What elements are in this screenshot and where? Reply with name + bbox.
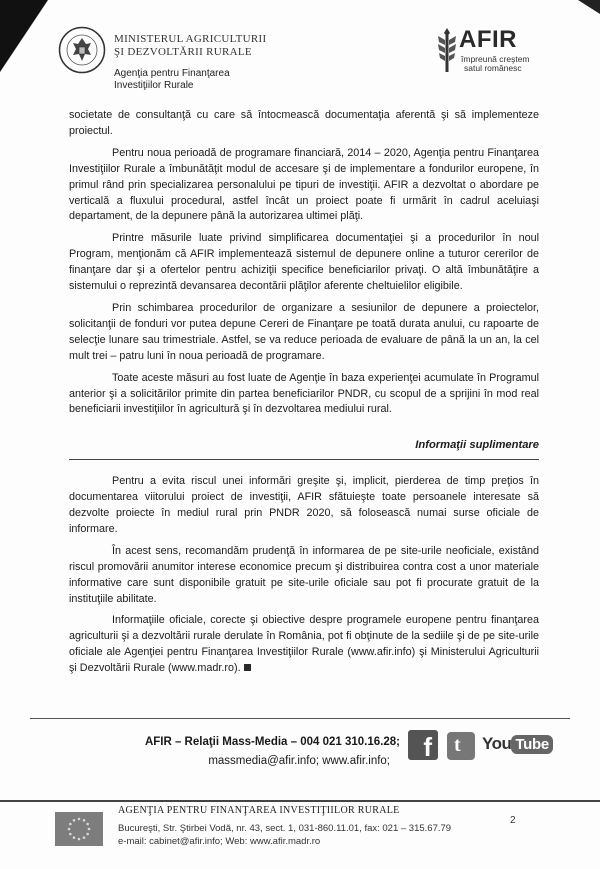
paragraph: Pentru a evita riscul unei informări greşite şi, implicit, pierderea de timp preţios în documentarea viitorului proiect de investiţii, AFIR sfătuieşte toate persoanele interesate să dezvolte proiecte în mediul rural prin PNDR 2020, să folosească numai surse oficiale de informare.	[69, 475, 539, 535]
afir-logo-tagline	[461, 55, 530, 73]
eu-star-icon	[69, 833, 72, 836]
paragraph: Pentru noua perioadă de programare financiară, 2014 – 2020, Agenţia pentru Finanţarea Investiţiilor Rurale a îmbunătăţit modul de accesare şi de implementare a fondurilor europene, în primul rând prin specializarea personalului pe tipuri de investiţii. AFIR a dezvoltat o abordare pe verticală a fluxului procedural, astfel încât un proiect poate fi urmărit în cadrul aceluiaşi departament, de la depunere până la autorizarea ultimei plăţi.	[69, 146, 539, 223]
twitter-glyph: t	[454, 734, 461, 756]
eu-star-icon	[69, 823, 72, 826]
document-body	[69, 108, 539, 677]
ministry-line-1: MINISTERUL AGRICULTURII	[114, 33, 267, 45]
afir-logo-name: AFIR	[459, 26, 517, 53]
eu-star-icon	[88, 828, 91, 831]
youtube-icon[interactable]	[482, 734, 553, 758]
afir-tagline-2: satul românesc	[464, 63, 522, 73]
footer-address	[118, 822, 518, 848]
agency-name	[114, 68, 230, 92]
eu-star-icon	[78, 818, 81, 821]
eu-star-icon	[86, 833, 89, 836]
paragraph: societate de consultanţă cu care să întocmească documentaţia aferentă şi să implementeze proiectul.	[69, 109, 539, 137]
letterhead	[0, 0, 600, 110]
footer-divider	[0, 800, 600, 802]
footer-address-line-1: Bucureşti, Str. Ştirbei Vodă, nr. 43, sect. 1, 031-860.11.01, fax: 021 – 315.67.79	[118, 823, 452, 834]
facebook-glyph: f	[423, 732, 432, 762]
youtube-you: You	[482, 734, 512, 753]
paragraph	[69, 613, 539, 677]
paragraph: Prin schimbarea procedurilor de organizare a sesiunilor de depunere a proiectelor, solicitanţii de fonduri vor putea depune Cereri de Finanţare pe toată durata anului, cu rapoarte de selecţie lunare sau trimestriale. Astfel, se va reduce perioada de evaluare de până la un an, la cel mult trei – patru luni în noua perioadă de programare.	[69, 301, 539, 362]
youtube-tube: Tube	[511, 735, 553, 754]
contact-divider	[30, 718, 570, 719]
eu-star-icon	[68, 828, 71, 831]
facebook-icon[interactable]	[408, 730, 438, 760]
afir-logo	[437, 26, 547, 82]
footer-agency-name: AGENŢIA PENTRU FINANŢAREA INVESTIŢIILOR RURALE	[118, 805, 400, 816]
paragraph: Toate aceste măsuri au fost luate de Agenţie în baza experienţei acumulate în Programul anterior şi a solicitărilor primite din partea beneficiarilor PNDR, cu scopul de a sprijini în mod real beneficiarii investiţiilor în agricultură şi în dezvoltarea mediului rural.	[69, 371, 539, 416]
eu-star-icon	[73, 836, 76, 839]
page-number: 2	[510, 815, 516, 826]
agency-line-2: Investiţiilor Rurale	[114, 80, 194, 91]
eu-star-icon	[73, 819, 76, 822]
eu-star-icon	[83, 819, 86, 822]
end-mark-icon	[244, 664, 251, 671]
section-divider	[69, 459, 539, 460]
ministry-name	[114, 33, 266, 59]
section-title: Informaţii suplimentare	[415, 439, 539, 452]
afir-tagline-1: împreună creştem	[461, 54, 530, 64]
agency-line-1: Agenţia pentru Finanţarea	[114, 68, 230, 79]
paragraph-text: Informaţiile oficiale, corecte şi obiective despre programele europene pentru finanţarea agriculturii şi a dezvoltării rurale derulate în România, pot fi obţinute de la sediile şi de pe site-urile oficiale ale Agenţiei pentru Finanţarea Investiţiilor Rurale (www.afir.info) şi Ministerului Agriculturii şi Dezvoltării Rurale (www.madr.ro).	[69, 614, 539, 675]
footer-address-line-2: e-mail: cabinet@afir.info; Web: www.afir.madr.ro	[118, 836, 321, 847]
media-contact-web[interactable]: massmedia@afir.info; www.afir.info;	[208, 755, 390, 767]
media-contact	[0, 733, 400, 771]
eu-flag-icon	[55, 812, 103, 846]
eu-star-icon	[86, 823, 89, 826]
media-contact-phone: AFIR – Relaţii Mass-Media – 004 021 310.16.28;	[144, 736, 400, 748]
ministry-line-2: ŞI DEZVOLTĂRII RURALE	[114, 46, 252, 58]
afir-logo-icon	[437, 28, 457, 72]
eu-star-icon	[78, 838, 81, 841]
paragraph: Printre măsurile luate privind simplificarea documentaţiei şi a procedurilor în noul Program, menţionăm că AFIR implementează sistemul de depunere online a tuturor cererilor de finanţare dar şi a ofertelor pentru achiziţii specifice beneficiarilor privaţi. O altă îmbunătăţire a sistemului o reprezintă devansarea decontării plăţilor aferente cheltuielilor eligibile.	[69, 232, 539, 293]
twitter-icon[interactable]	[447, 732, 475, 760]
paragraph: În acest sens, recomandăm prudenţă în informarea de pe site-urile neoficiale, existând riscul promovării anumitor interese economice precum şi distribuirea contra cost a unor materiale informative care sunt disponibile gratuit pe site-urile oficiale sau pot fi procurate gratuit de la instituţiile abilitate.	[69, 544, 539, 605]
government-seal-icon	[58, 26, 106, 74]
eu-star-icon	[83, 836, 86, 839]
